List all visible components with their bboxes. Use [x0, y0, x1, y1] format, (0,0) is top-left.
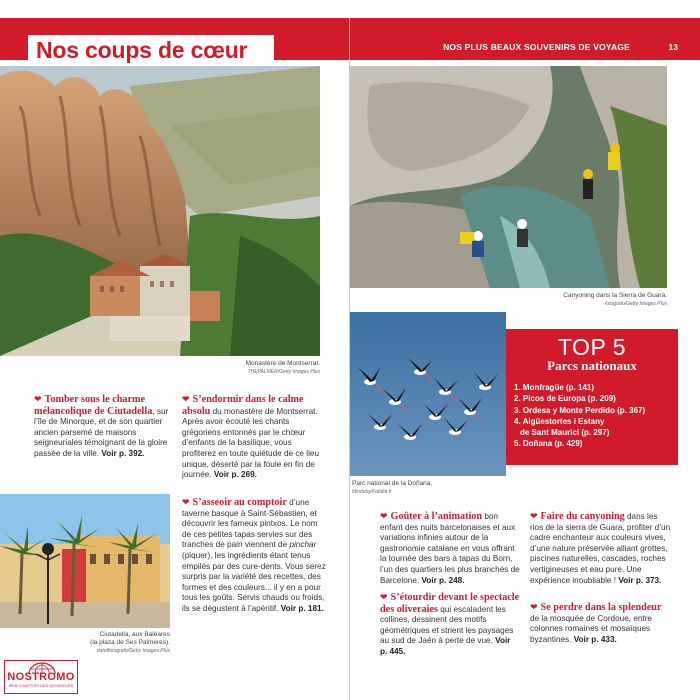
- item-ciutadella-head: Tomber sous le charme mélancolique de Ciutadella: [34, 394, 153, 417]
- caption-ciutadella: [30, 631, 170, 655]
- top5-entry: 1. Monfragüe (p. 141): [514, 383, 595, 392]
- item-ciutadella-ref: Voir p. 392.: [101, 448, 145, 458]
- caption-ciutadella-line2: (la plaza de Ses Palmeres).: [90, 639, 170, 646]
- credit-montserrat: THEPALMER/Getty Images Plus: [247, 369, 320, 375]
- section-title: Nos coups de cœur: [36, 37, 248, 63]
- nostromo-logo: [4, 660, 78, 694]
- item-ciutadella-body: , sur l’île de Minorque, et de son quartier ancien parsemé de maisons seigneuriales témoignant de la gloire passée de la ville.: [34, 406, 169, 458]
- item-splendeur: [530, 602, 672, 645]
- item-splendeur-body: de la mosquée de Cordoue, entre colonnes romaines et mosaïques byzantines.: [530, 613, 652, 644]
- heart-icon: ❤: [530, 511, 538, 521]
- item-ciutadella: [34, 394, 174, 460]
- item-splendeur-head: Se perdre dans la splendeur: [540, 602, 662, 613]
- top5-entry-continued: de Sant Maurici (p. 297): [520, 428, 610, 438]
- heart-icon: ❤: [380, 592, 388, 602]
- top5-entry: 3. Ordesa y Monte Perdido (p. 367): [514, 405, 646, 415]
- logo-word: NOSTROMO: [7, 671, 75, 683]
- top5-list: [514, 382, 670, 450]
- item-comptoir-head: S’asseoir au comptoir: [192, 497, 287, 508]
- heart-icon: ❤: [182, 394, 190, 404]
- caption-donana-text: Parc national de la Doñana.: [352, 480, 433, 487]
- logo-tagline: WEB COMPTOIR DES VOYAGEURS: [8, 684, 74, 688]
- credit-donana: Mindeby/Fotolia.fr: [352, 489, 392, 495]
- heart-icon: ❤: [34, 394, 42, 404]
- photo-donana: [350, 312, 506, 476]
- caption-montserrat-text: Monastère de Montserrat.: [245, 360, 320, 367]
- heart-icon: ❤: [530, 602, 538, 612]
- item-montserrat-body: du monastère de Montserrat. Après avoir écouté les chants grégoriens entonnés par le chœur d’enfants de la basilique, vous profiterez en toute quiétude de ce lieu unique, déserté par la foule en fin de journée.: [182, 406, 320, 480]
- top5-title: TOP 5: [557, 334, 627, 360]
- page-number: 13: [668, 42, 678, 52]
- top5-box: [506, 329, 678, 465]
- photo-ciutadella: [0, 494, 170, 628]
- running-head: NOS PLUS BEAUX SOUVENIRS DE VOYAGE: [443, 42, 630, 52]
- item-montserrat: [182, 394, 326, 481]
- item-splendeur-ref: Voir p. 433.: [573, 634, 617, 644]
- top5-entry: 5. Doñana (p. 429): [514, 439, 583, 449]
- item-canyoning-ref: Voir p. 373.: [618, 575, 662, 585]
- item-oliveraies: [380, 592, 520, 658]
- credit-ciutadella: dandfotografo/Getty Images Plus: [96, 648, 170, 654]
- item-comptoir: [182, 497, 326, 615]
- item-montserrat-ref: Voir p. 269.: [213, 470, 257, 480]
- item-animation-head: Goûter à l’animation: [390, 511, 483, 522]
- item-comptoir-ref: Voir p. 181.: [280, 603, 324, 613]
- item-oliveraies-ref: Voir p. 445.: [380, 636, 511, 656]
- caption-donana: [352, 480, 502, 496]
- credit-canyoning: fotografo/Getty Images Plus: [605, 301, 667, 307]
- item-comptoir-body-em: pinchar: [289, 540, 317, 550]
- item-comptoir-body-2: (piquer), les ingrédients étant tenus empilés par des cure-dents. Vous serez surpris par la variété des recettes, des formes et des couleurs... il y en a pour tous les goûts. Servis chauds ou froids, ils se dégustent à l’apéritif.: [182, 550, 326, 613]
- item-montserrat-head: S’endormir dans le calme absolu: [182, 394, 304, 417]
- item-canyoning: [530, 511, 672, 586]
- item-canyoning-body: dans les rios de la sierra de Guara, profiter d’un cadre enchanteur aux couleurs vives, d’une nature préservée alliant grottes, piscines naturelles, cascades, roches vertigineuses et eau pure. Une expérience inoubliable !: [530, 512, 671, 585]
- heart-icon: ❤: [182, 497, 190, 507]
- top5-subtitle: Parcs nationaux: [547, 358, 637, 373]
- top5-entry: 2. Picos de Europa (p. 209): [514, 394, 616, 404]
- caption-canyoning: [497, 292, 667, 308]
- item-animation: [380, 511, 520, 586]
- top5-entry: 4. Aigüestortes i Estany: [514, 416, 605, 426]
- section-title-box: [28, 35, 274, 69]
- caption-ciutadella-line1: Ciutadella, aux Baléares: [99, 631, 170, 638]
- item-comptoir-body-1: d’une taverne basque à Saint-Sébastien, et découvrir les fameux pintxos. Le nom de ces petites tapas servies sur des tranches de pain viennent de: [182, 498, 318, 550]
- heart-icon: ❤: [380, 511, 388, 521]
- item-oliveraies-body: qui escaladent les collines, dessinent des motifs géométriques et strient les paysages au sud de Jaén à perte de vue.: [380, 604, 514, 646]
- item-animation-body: bon enfant des nuits barcelonaises et aux variations infinies autour de la gastronomie catalane en vous offrant la tournée des bars à tapas du Born, l’un des quartiers les plus branchés de Barcelone.: [380, 512, 520, 585]
- photo-montserrat: [0, 66, 320, 356]
- item-canyoning-head: Faire du canyoning: [540, 511, 625, 522]
- caption-montserrat: [180, 360, 320, 376]
- item-oliveraies-head: S’étourdir devant le spectacle des oliveraies: [380, 592, 520, 615]
- photo-canyoning: [350, 66, 667, 288]
- item-animation-ref: Voir p. 248.: [421, 575, 465, 585]
- caption-canyoning-text: Canyoning dans la Sierra de Guara.: [563, 292, 667, 299]
